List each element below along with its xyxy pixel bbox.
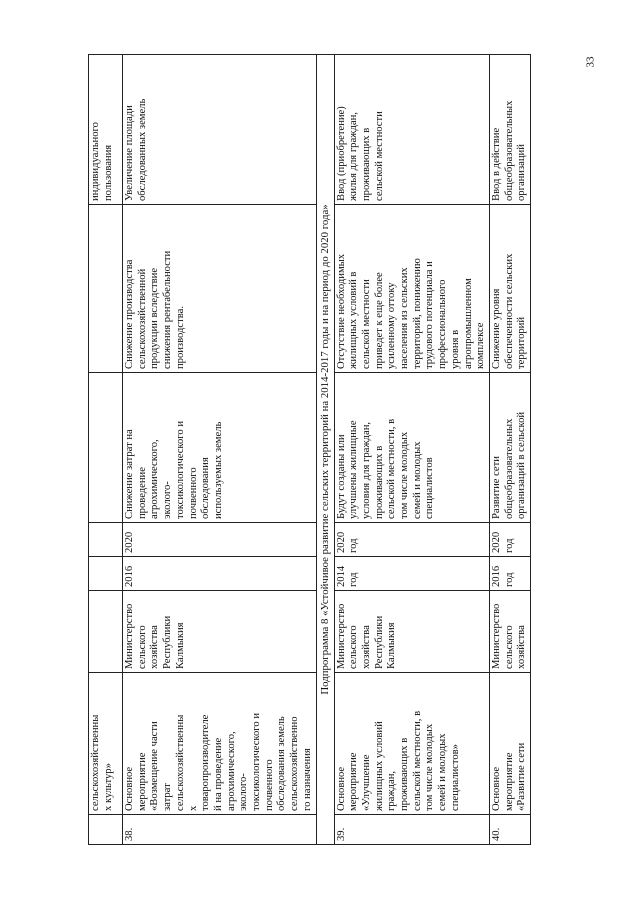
cell-num: 40.	[489, 815, 530, 845]
cell-consequence: Снижение уровня обеспеченности сельских территорий	[489, 205, 530, 373]
cell-end	[89, 523, 123, 557]
cell-num: 39.	[334, 815, 489, 845]
cell-name: сельскохозяйственны х культур»	[89, 673, 123, 815]
cell-consequence: Снижение производства сельскохозяйственной продукции вследствие снижения рентабельности производства.	[123, 205, 317, 373]
cell-name: Основное мероприятие «Развитие сети	[489, 673, 530, 815]
table-row-40	[489, 55, 530, 845]
cell-indicator: индивидуального пользования	[89, 55, 123, 205]
cell-num	[89, 815, 123, 845]
cell-end: 2020 год	[334, 523, 489, 557]
cell-name: Основное мероприятие «Улучшение жилищных условий граждан, проживающих в сельской местности, в том числе молодых семей и молодых специалистов»	[334, 673, 489, 815]
table-row-continuation	[89, 55, 123, 845]
rotated-table-container	[88, 55, 558, 845]
table-row-39	[334, 55, 489, 845]
cell-start: 2016	[123, 557, 317, 591]
subprogram-heading: Подпрограмма 8 «Устойчивое развитие сельских территорий на 2014-2017 годы и на период до 2020 года»	[316, 55, 334, 845]
cell-indicator: Ввод (приобретение) жилья для граждан, проживающих в сельской местности	[334, 55, 489, 205]
cell-indicator: Увеличение площади обследованных земель	[123, 55, 317, 205]
table-row-38	[123, 55, 317, 845]
program-measures-table	[88, 54, 531, 845]
cell-name: Основное мероприятие «Возмещение части затрат сельскохозяйственны х товаропроизводителе й на проведение агрохимического, эколого- токсикологического и почвенного обследования земель сельскохозяйственно го назначения	[123, 673, 317, 815]
cell-consequence	[89, 205, 123, 373]
cell-executor: Министерство сельского хозяйства Республики Калмыкия	[334, 591, 489, 673]
cell-start: 2016 год	[489, 557, 530, 591]
cell-executor: Министерство сельского хозяйства Республики Калмыкия	[123, 591, 317, 673]
cell-executor	[89, 591, 123, 673]
subprogram-heading-row	[316, 55, 334, 845]
cell-end: 2020 год	[489, 523, 530, 557]
cell-start	[89, 557, 123, 591]
cell-result: Снижение затрат на проведение агрохимического, эколого- токсикологического и почвенного обследования используемых земель	[123, 373, 317, 523]
page-number: 33	[584, 56, 597, 68]
cell-consequence: Отсутствие необходимых жилищных условий в сельской местности приведет к еще более усиленному оттоку населения из сельских территорий, понижению трудового потенциала и профессионального уровня в агропромышленном комплексе	[334, 205, 489, 373]
cell-num: 38.	[123, 815, 317, 845]
cell-start: 2014 год	[334, 557, 489, 591]
cell-end: 2020	[123, 523, 317, 557]
cell-executor: Министерство сельского хозяйства	[489, 591, 530, 673]
cell-result: Развитие сети общеобразовательных организаций в сельской	[489, 373, 530, 523]
cell-result	[89, 373, 123, 523]
cell-result: Будут созданы или улучшены жилищные условия для граждан, проживающих в сельской местности, в том числе молодых семей и молодых специалистов	[334, 373, 489, 523]
cell-indicator: Ввод в действие общеобразовательных организаций	[489, 55, 530, 205]
